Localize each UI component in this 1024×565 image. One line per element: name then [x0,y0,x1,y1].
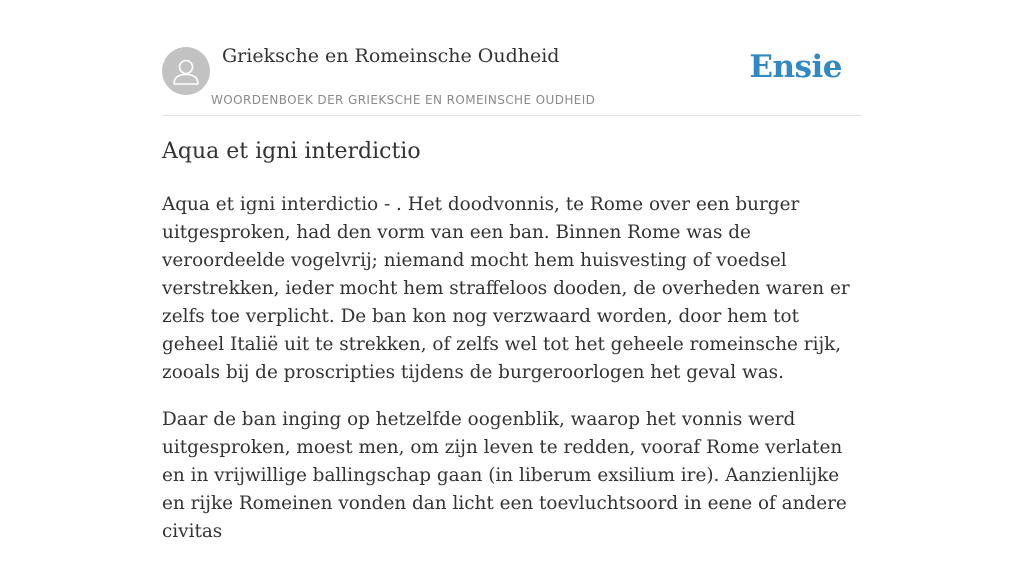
user-silhouette-icon [162,47,210,95]
source-avatar[interactable] [162,47,210,95]
entry-paragraph: Daar de ban inging op hetzelfde oogenblik, waarop het vonnis werd uitgesproken, moest men, om zijn leven te redden, vooraf Rome verlaten en in vrijwillige ballingschap gaan (in liberum exsilium ire). Aanzienlijke en rijke Romeinen vonden dan licht een toevluchtsoord in eene of andere civitas [162,409,847,542]
main-content [162,0,862,542]
entry-paragraph: Aqua et igni interdictio - . Het doodvonnis, te Rome over een burger uitgesproken, had den vorm van een ban. Binnen Rome was de veroordeelde vogelvrij; niemand mocht hem huisvesting of voedsel verstrekken, ieder mocht hem straffeloos dooden, de overheden waren er zelfs toe verplicht. De ban kon nog verzwaard worden, door hem tot geheel Italië uit te strekken, of zelfs wel tot het geheele romeinsche rijk, zooals bij de proscripties tijdens de burgeroorlogen het geval was. [162,194,850,383]
ensie-logo[interactable]: Ensie [749,49,842,85]
source-header [162,0,862,116]
source-subtitle: WOORDENBOEK DER GRIEKSCHE EN ROMEINSCHE OUDHEID [211,93,596,107]
source-title-link[interactable]: Grieksche en Romeinsche Oudheid [222,45,560,67]
entry-title: Aqua et igni interdictio [162,139,421,164]
entry-body [162,191,862,565]
